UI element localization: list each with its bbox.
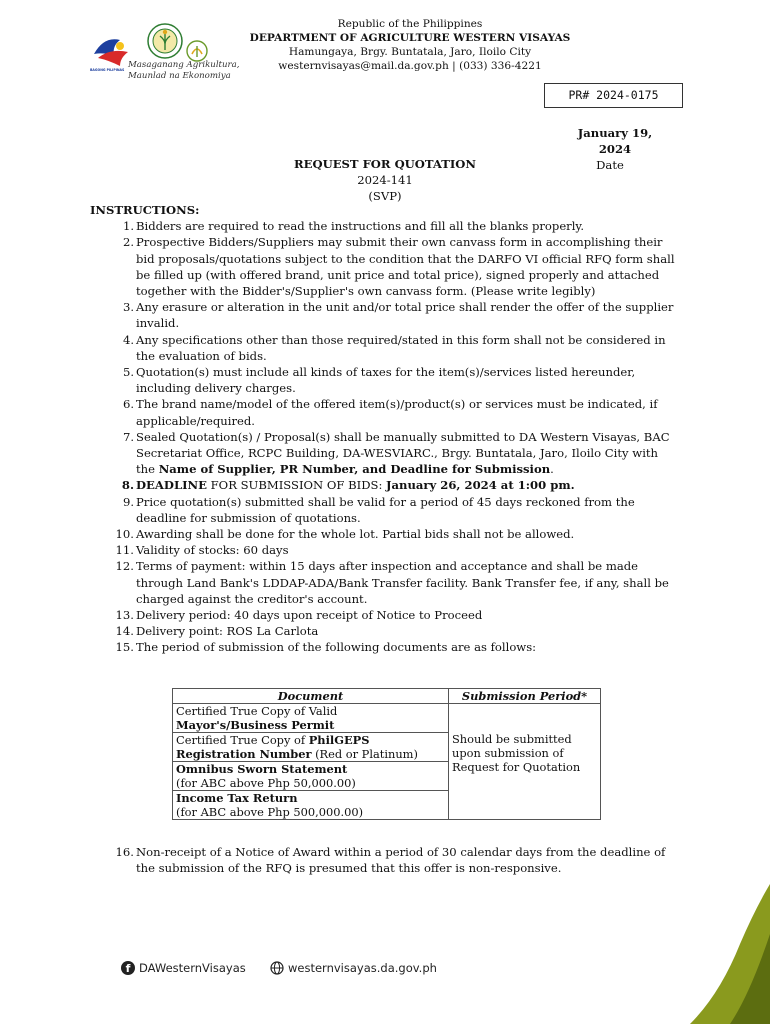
instructions-list [90,218,690,655]
letterhead [230,17,590,73]
header-logos [88,18,238,80]
list-item [90,477,690,493]
doc-line [176,733,445,747]
item-text: Non-receipt of a Notice of Award within a period of 30 calendar days from the deadline of the submission of the RFQ is presumed that this offer is non-responsive. [136,845,666,876]
agriculture-emblem-logo [186,40,208,62]
item-number: 3. [122,300,134,315]
item-number: 12. [115,559,134,574]
doc-line-bold: Mayor's/Business Permit [176,718,335,732]
item-number: 7. [122,429,134,444]
period-line: Should be submitted [452,732,572,746]
date-block [520,125,670,174]
address-line: Hamungaya, Brgy. Buntatala, Jaro, Iloilo City [288,46,532,58]
list-item [90,607,690,623]
doc-line-bold: Registration Number [176,747,312,761]
list-item [90,494,690,526]
item-text: Price quotation(s) submitted shall be valid for a period of 45 days reckoned from the deadline for submission of quotations. [136,494,635,525]
item-text: Delivery point: ROS La Carlota [136,624,319,639]
column-header-period: Submission Period* [449,689,601,704]
motto-line-2: Maunlad na Ekonomiya [128,71,231,81]
item-text-part: Sealed Quotation(s) / Proposal(s) shall be manually submitted to DA Western Visayas, BAC Secretariat Office, RCPC Building, DA-WESVIARC., Brgy. Buntatala, Jaro, Iloilo City with the [136,429,670,477]
item-number: 8. [121,478,134,493]
item-number: 16. [115,845,134,859]
da-seal-logo [146,22,184,60]
item-text: Any erasure or alteration in the unit and/or total price shall render the offer of the supplier invalid. [136,300,674,331]
document-cell [173,762,449,791]
department-name: DEPARTMENT OF AGRICULTURE WESTERN VISAYAS [249,32,571,44]
motto-line-1: Masaganang Agrikultura, [128,60,240,70]
contact-line: westernvisayas@mail.da.gov.ph | (033) 336-4221 [278,60,542,72]
item-number: 14. [115,624,134,639]
footer [0,958,770,978]
list-item [90,332,690,364]
list-item [90,844,690,876]
instructions-section [90,202,690,656]
date-label: Date [596,158,624,173]
doc-line-part: (Red or Platinum) [311,747,418,761]
list-item [90,623,690,639]
deadline-date: January 26, 2024 at 1:00 pm. [386,478,575,493]
table-row [173,704,601,733]
document-cell [173,791,449,820]
documents-table [172,688,601,820]
doc-line [176,747,445,761]
corner-decoration [660,884,770,1024]
document-title [230,156,540,205]
facebook-handle[interactable]: DAWesternVisayas [139,961,246,975]
submission-period-cell [449,704,601,820]
item-text: Delivery period: 40 days upon receipt of Notice to Proceed [136,608,483,623]
item-text: Validity of stocks: 60 days [136,543,289,558]
doc-line-bold: Income Tax Return [176,791,298,805]
list-item [90,364,690,396]
list-item [90,542,690,558]
item-text: Terms of payment: within 15 days after inspection and acceptance and shall be made through Land Bank's LDDAP-ADA/Bank Transfer facility. Bank Transfer fee, if any, shall be charged against the creditor's account. [136,559,669,606]
list-item [90,429,690,478]
list-item [90,558,690,607]
item-number: 15. [115,640,134,655]
period-line: upon submission of [452,746,564,760]
item-number: 10. [115,527,134,542]
facebook-icon: f [121,961,135,975]
list-item [90,299,690,331]
item-number: 2. [122,235,134,250]
date-value: January 19, 2024 [577,126,653,157]
item-number: 9. [122,494,134,509]
doc-line: (for ABC above Php 50,000.00) [176,776,356,790]
item-text: Any specifications other than those required/stated in this form shall not be considered in the evaluation of bids. [136,332,666,363]
list-item [90,639,690,655]
doc-line-bold: PhilGEPS [308,733,370,747]
list-item [90,396,690,428]
republic-line: Republic of the Philippines [337,18,483,30]
doc-line: Certified True Copy of Valid [176,704,338,718]
table-header-row [173,689,601,704]
list-item [90,218,690,234]
rfq-number: 2024-141 [357,173,413,188]
item-text [136,477,678,493]
document-cell [173,733,449,762]
bp-logo-text: BAGONG PILIPINAS [90,68,125,72]
item-text: Awarding shall be done for the whole lot. Partial bids shall not be allowed. [136,527,575,542]
item-text: Quotation(s) must include all kinds of taxes for the item(s)/services listed hereunder, including delivery charges. [136,365,636,396]
item-text [136,429,678,478]
website-link[interactable]: westernvisayas.da.gov.ph [288,961,437,975]
item-number: 11. [115,543,134,558]
submission-label-bold: Name of Supplier, PR Number, and Deadline for Submission [158,462,551,477]
list-item [90,526,690,542]
column-header-document: Document [173,689,449,704]
document-cell [173,704,449,733]
pr-number-box: PR# 2024-0175 [544,83,683,108]
instruction-16 [90,844,690,876]
item-text: The period of submission of the following documents are as follows: [136,640,537,655]
deadline-label: DEADLINE [136,478,207,493]
item-number: 5. [122,365,134,380]
item-number: 1. [122,219,134,234]
item-number: 6. [122,397,134,412]
doc-line: (for ABC above Php 500,000.00) [176,805,364,819]
item-number: 4. [122,332,134,347]
globe-icon [270,961,284,975]
item-text-part: . [550,462,554,477]
item-number: 13. [115,608,134,623]
procurement-mode: (SVP) [368,189,402,204]
title-main: REQUEST FOR QUOTATION [294,157,476,171]
doc-line-bold: Omnibus Sworn Statement [176,762,348,776]
item-text: Prospective Bidders/Suppliers may submit their own canvass form in accomplishing their bid proposals/quotations subject to the condition that the DARFO VI official RFQ form shall be filled up (with offered brand, unit price and total price), signed properly and attached together with the Bidder's/Supplier's own canvass form. (Please write legibly) [136,235,675,299]
item-text-part: FOR SUBMISSION OF BIDS: [206,478,387,493]
doc-line-part: Certified True Copy of [176,733,309,747]
period-line: Request for Quotation [452,760,581,774]
item-text: The brand name/model of the offered item(s)/product(s) or services must be indicated, if applicable/required. [136,397,658,428]
list-item [90,234,690,299]
item-text: Bidders are required to read the instructions and fill all the blanks properly. [136,219,585,234]
instructions-heading: INSTRUCTIONS: [90,203,200,217]
